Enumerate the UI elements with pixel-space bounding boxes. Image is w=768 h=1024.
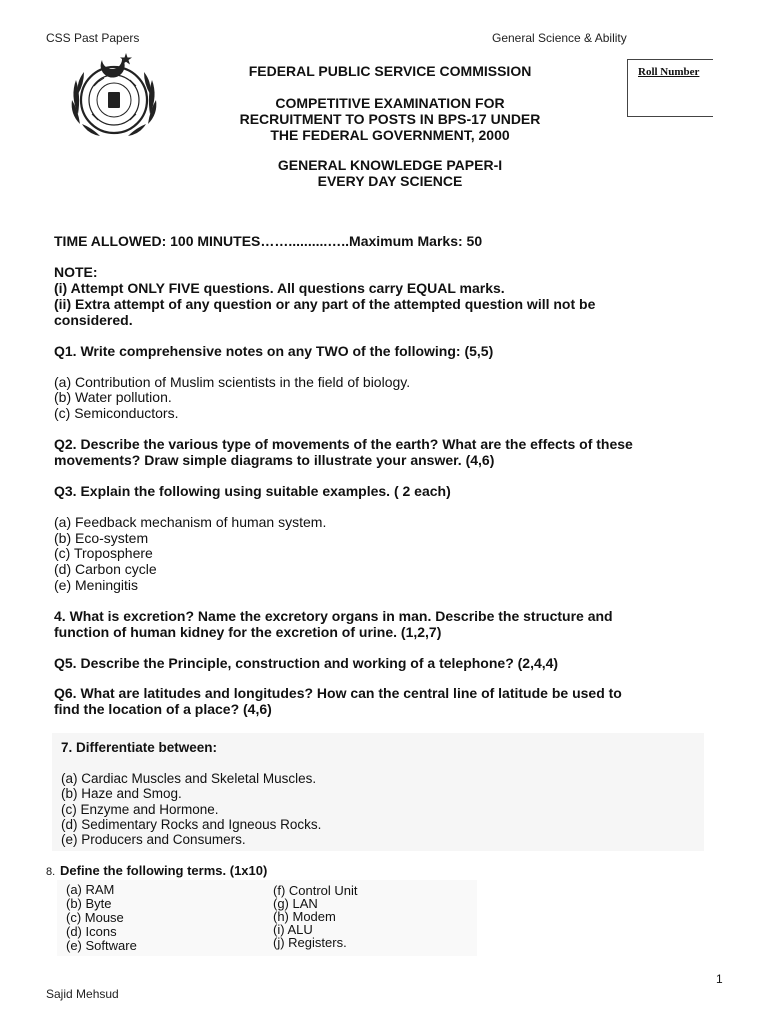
q3-item-c: (c) Troposphere <box>54 545 153 561</box>
note-heading: NOTE: <box>54 264 98 280</box>
q2-line-2: movements? Draw simple diagrams to illustrate your answer. (4,6) <box>54 452 495 468</box>
q8-term-a: (a) RAM <box>66 882 115 897</box>
exam-title-line-3: THE FEDERAL GOVERNMENT, 2000 <box>270 127 510 143</box>
q6-line-2: find the location of a place? (4,6) <box>54 701 272 717</box>
q4-line-1: 4. What is excretion? Name the excretory organs in man. Describe the structure and <box>54 608 613 624</box>
note-line-1: (i) Attempt ONLY FIVE questions. All questions carry EQUAL marks. <box>54 280 505 296</box>
note-line-2: (ii) Extra attempt of any question or any part of the attempted question will not be <box>54 296 596 312</box>
q1-item-c: (c) Semiconductors. <box>54 405 179 421</box>
roll-number-box <box>627 59 713 117</box>
time-allowed-line: TIME ALLOWED: 100 MINUTES……..........…..Maximum Marks: 50 <box>54 233 483 249</box>
fpsc-seal-logo <box>64 50 168 142</box>
q4-line-2: function of human kidney for the excretion of urine. (1,2,7) <box>54 624 442 640</box>
commission-title <box>205 63 575 79</box>
q1-item-b: (b) Water pollution. <box>54 389 172 405</box>
q8-term-h: (h) Modem <box>273 909 336 924</box>
q8-term-b: (b) Byte <box>66 896 112 911</box>
q3-text: Q3. Explain the following using suitable examples. ( 2 each) <box>54 483 451 499</box>
q7-item-d: (d) Sedimentary Rocks and Igneous Rocks. <box>61 817 322 832</box>
note-line-3: considered. <box>54 312 133 328</box>
q8-text: Define the following terms. (1x10) <box>60 863 268 878</box>
page-number: 1 <box>716 972 723 986</box>
q1-item-a: (a) Contribution of Muslim scientists in the field of biology. <box>54 374 411 390</box>
q3-item-a: (a) Feedback mechanism of human system. <box>54 514 327 530</box>
q2-line-1: Q2. Describe the various type of movements of the earth? What are the effects of these <box>54 436 633 452</box>
q8-term-g: (g) LAN <box>273 896 318 911</box>
commission-name: FEDERAL PUBLIC SERVICE COMMISSION <box>248 63 532 79</box>
q3-item-b: (b) Eco-system <box>54 530 149 546</box>
q1-text: Q1. Write comprehensive notes on any TWO of the following: (5,5) <box>54 343 494 359</box>
paper-title-line-1: GENERAL KNOWLEDGE PAPER-I <box>277 157 503 173</box>
roll-number-label: Roll Number <box>638 66 700 78</box>
header-left-text: CSS Past Papers <box>46 31 140 45</box>
q7-item-c: (c) Enzyme and Hormone. <box>61 802 219 817</box>
q8-term-c: (c) Mouse <box>66 910 124 925</box>
exam-title-line-1: COMPETITIVE EXAMINATION FOR <box>275 95 505 111</box>
q3-item-d: (d) Carbon cycle <box>54 561 157 577</box>
exam-title-line-2: RECRUITMENT TO POSTS IN BPS-17 UNDER <box>239 111 541 127</box>
header-right-text: General Science & Ability <box>492 31 627 45</box>
paper-title-line-2: EVERY DAY SCIENCE <box>317 173 463 189</box>
footer-author: Sajid Mehsud <box>46 987 119 1001</box>
q7-item-e: (e) Producers and Consumers. <box>61 832 246 847</box>
q8-number: 8. <box>46 866 56 878</box>
q8-term-d: (d) Icons <box>66 924 117 939</box>
q7-item-a: (a) Cardiac Muscles and Skeletal Muscles. <box>61 771 317 786</box>
q7-item-b: (b) Haze and Smog. <box>61 786 182 801</box>
q7-text: 7. Differentiate between: <box>61 740 218 755</box>
exam-title <box>205 95 575 143</box>
q8-term-j: (j) Registers. <box>273 935 347 950</box>
q5-text: Q5. Describe the Principle, construction and working of a telephone? (2,4,4) <box>54 655 559 671</box>
q8-term-i: (i) ALU <box>273 922 313 937</box>
q6-line-1: Q6. What are latitudes and longitudes? How can the central line of latitude be used to <box>54 685 622 701</box>
q8-term-e: (e) Software <box>66 938 137 953</box>
q3-item-e: (e) Meningitis <box>54 577 139 593</box>
paper-title <box>205 157 575 189</box>
q8-term-f: (f) Control Unit <box>273 883 358 898</box>
